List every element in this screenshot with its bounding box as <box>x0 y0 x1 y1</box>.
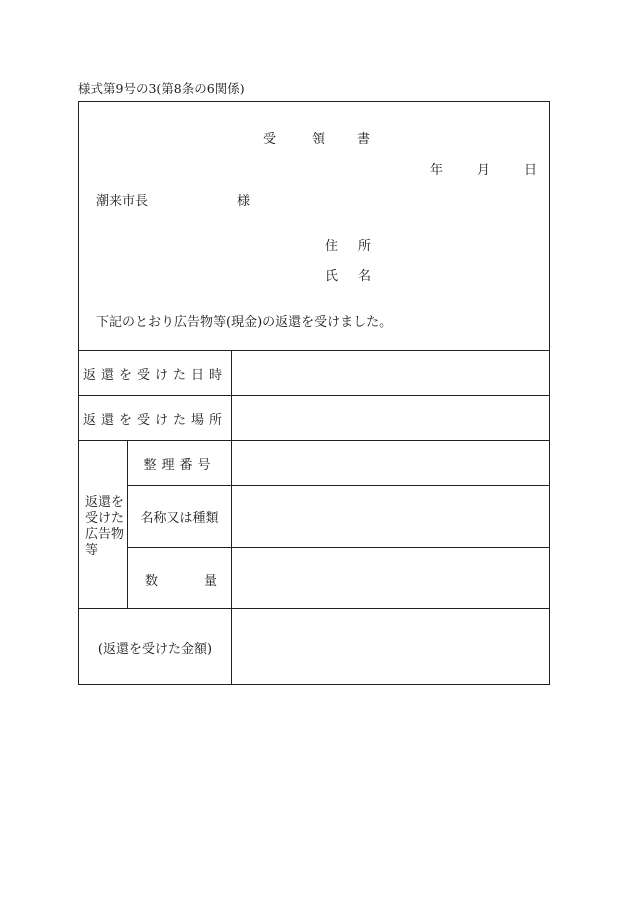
quantity-label-char-1: 数 <box>145 574 159 589</box>
title-char-3: 書 <box>357 132 371 147</box>
name-label-char-1: 氏 <box>325 269 339 284</box>
date-day: 日 <box>524 163 538 178</box>
date-year: 年 <box>430 163 444 178</box>
form-number: 様式第9号の3(第8条の6関係) <box>78 81 245 96</box>
address-label-char-2: 所 <box>358 239 372 254</box>
receipt-form <box>78 101 550 685</box>
address-label-char-1: 住 <box>325 239 339 254</box>
name-or-type-field[interactable] <box>232 486 549 547</box>
quantity-label-char-2: 量 <box>204 574 218 589</box>
return-place-field[interactable] <box>232 396 549 440</box>
name-label-char-2: 名 <box>358 269 372 284</box>
returned-amount-field[interactable] <box>232 609 549 685</box>
date-month: 月 <box>477 163 491 178</box>
statement-text: 下記のとおり広告物等(現金)の返還を受けました。 <box>96 315 393 330</box>
addressee-name: 潮来市長 <box>96 194 149 209</box>
title-char-2: 領 <box>312 132 326 147</box>
title-char-1: 受 <box>263 132 277 147</box>
addressee-honorific: 様 <box>237 194 251 209</box>
name-or-type-label: 名称又は種類 <box>140 511 219 526</box>
serial-number-label: 整理番号 <box>143 457 216 473</box>
returned-amount-label: (返還を受けた金額) <box>97 641 213 657</box>
return-datetime-label: 返還を受けた日時 <box>82 367 227 383</box>
returned-items-label: 返還を 受けた 広告物 等 <box>85 495 125 558</box>
return-datetime-field[interactable] <box>232 351 549 395</box>
return-place-label: 返還を受けた場所 <box>82 412 227 428</box>
quantity-field[interactable] <box>232 548 549 608</box>
serial-number-field[interactable] <box>232 441 549 485</box>
